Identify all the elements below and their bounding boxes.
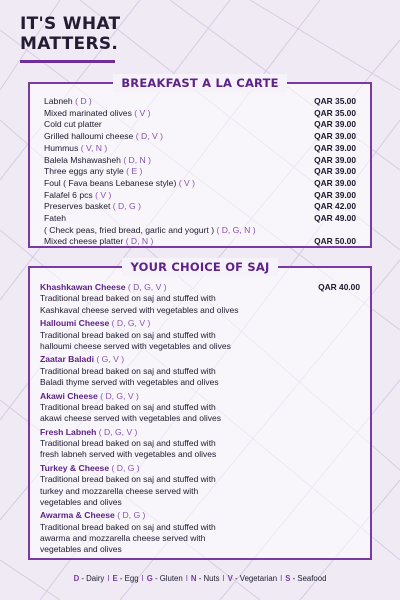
saj-item-name: Halloumi Cheese	[40, 318, 110, 329]
menu-item	[44, 131, 356, 143]
menu-item-name: Falafel 6 pcs	[44, 189, 93, 200]
saj-item-label	[40, 463, 140, 474]
page-title	[20, 14, 120, 54]
saj-item-header	[40, 391, 360, 402]
menu-item	[44, 143, 356, 155]
saj-item-label	[40, 427, 137, 438]
menu-item-price: QAR 39.00	[314, 119, 356, 130]
saj-item-description	[40, 330, 360, 352]
breakfast-list	[44, 96, 356, 248]
saj-item-allergens: ( G, V )	[96, 354, 125, 365]
menu-item	[44, 225, 356, 237]
legend-label: - Vegetarian	[235, 574, 278, 583]
breakfast-section-title: BREAKFAST A LA CARTE	[113, 74, 286, 92]
legend-label: - Egg	[119, 574, 139, 583]
menu-item-label	[44, 96, 92, 108]
saj-item-header	[40, 510, 360, 521]
saj-section	[28, 260, 372, 560]
description-line: Kashkaval cheese served with vegetables and olives	[40, 304, 239, 315]
menu-item	[44, 119, 356, 131]
description-line: Baladi thyme served with vegetables and olives	[40, 377, 219, 388]
saj-item	[40, 463, 360, 508]
saj-item-label	[40, 282, 167, 293]
saj-item	[40, 318, 360, 352]
description-line: turkey and mozzarella cheese served with	[40, 485, 199, 496]
saj-item-label	[40, 391, 139, 402]
saj-item-name: Fresh Labneh	[40, 426, 97, 437]
saj-item-description	[40, 402, 360, 424]
menu-item-price: QAR 39.00	[314, 131, 356, 142]
description-line: awarma and mozzarella cheese served with	[40, 533, 206, 544]
menu-item-label	[44, 143, 107, 155]
menu-item-name: Mixed cheese platter	[44, 236, 124, 247]
menu-item-label	[44, 201, 141, 213]
description-line: Traditional bread baked on saj and stuffed with	[40, 365, 216, 376]
menu-item-name: Labneh	[44, 96, 73, 106]
saj-item-allergens: ( D, G, V )	[100, 390, 139, 401]
legend-label: - Nuts	[198, 574, 220, 583]
legend-separator: I	[107, 574, 110, 583]
menu-item	[44, 108, 356, 120]
menu-item-allergens: ( D, N )	[123, 154, 151, 165]
menu-item-allergens: ( D, N )	[125, 236, 154, 247]
saj-item-description	[40, 438, 360, 460]
menu-item-label	[44, 119, 102, 131]
menu-item-price: QAR 39.00	[314, 189, 356, 200]
saj-item	[40, 427, 360, 461]
legend-label: - Seafood	[292, 574, 327, 583]
title-line-1: IT'S WHAT	[20, 14, 121, 34]
legend-label: - Gluten	[154, 574, 183, 583]
description-line: Traditional bread baked on saj and stuffed with	[40, 438, 216, 449]
menu-item-allergens: ( V )	[134, 107, 151, 118]
menu-item-label	[44, 225, 256, 237]
menu-item-allergens: ( V )	[95, 189, 112, 200]
menu-item-allergens: ( E )	[126, 166, 143, 177]
legend-label: - Dairy	[81, 574, 105, 583]
description-line: halloumi cheese served with vegetables and olives	[40, 340, 231, 351]
saj-item-header	[40, 354, 360, 365]
menu-item-label	[44, 131, 163, 143]
menu-item	[44, 190, 356, 202]
saj-item-name: Awarma & Cheese	[40, 510, 115, 521]
menu-item-allergens: ( V )	[178, 177, 195, 188]
legend-code: G	[146, 574, 153, 583]
saj-item-header	[40, 318, 360, 329]
legend-separator: I	[280, 574, 283, 583]
legend-code: D	[73, 574, 80, 583]
breakfast-section	[28, 76, 372, 248]
menu-item-label	[44, 166, 142, 178]
legend-separator: I	[222, 574, 225, 583]
title-underline	[20, 60, 115, 63]
menu-item	[44, 213, 356, 225]
legend-separator: I	[141, 574, 144, 583]
menu-item-label	[44, 190, 111, 202]
description-line: Traditional bread baked on saj and stuffed with	[40, 474, 216, 485]
saj-item-header	[40, 282, 360, 293]
menu-item-name: Foul ( Fava beans Lebanese style)	[44, 177, 177, 188]
saj-item-description	[40, 474, 360, 508]
menu-item-name: Three eggs any style	[44, 166, 124, 177]
menu-item-name: Fateh	[44, 213, 66, 224]
menu-item-label	[44, 178, 195, 190]
menu-item-name: Hummus	[44, 142, 79, 153]
saj-item-description	[40, 366, 360, 388]
menu-item-price: QAR 35.00	[314, 107, 356, 118]
menu-item-price: QAR 35.00	[314, 96, 356, 106]
menu-item-name: Grilled halloumi cheese	[44, 131, 134, 142]
menu-item	[44, 201, 356, 213]
menu-item-label	[44, 108, 151, 120]
saj-item-allergens: ( D, G, V )	[127, 282, 167, 292]
menu-item	[44, 155, 356, 167]
menu-item-price: QAR 42.00	[314, 201, 356, 212]
saj-item-name: Akawi Cheese	[40, 390, 98, 401]
saj-item-allergens: ( D, G )	[111, 463, 140, 474]
menu-item-price: QAR 39.00	[314, 177, 356, 188]
saj-item-description	[40, 293, 360, 315]
saj-item	[40, 354, 360, 388]
legend-code: N	[190, 574, 197, 583]
saj-item	[40, 510, 360, 555]
description-line: Traditional bread baked on saj and stuffed with	[40, 293, 216, 304]
menu-item-label	[44, 213, 66, 225]
menu-item-name: Cold cut platter	[44, 119, 102, 130]
allergen-legend	[0, 574, 400, 583]
menu-item	[44, 96, 356, 108]
menu-item-allergens: ( D, G, N )	[216, 224, 256, 235]
saj-item-label	[40, 510, 145, 521]
saj-item-allergens: ( D, G )	[117, 510, 146, 521]
menu-item-allergens: ( D )	[75, 96, 92, 106]
saj-item	[40, 282, 360, 316]
legend-code: V	[227, 574, 233, 583]
description-line: Traditional bread baked on saj and stuffed with	[40, 402, 216, 413]
menu-item-allergens: ( D, V )	[135, 131, 163, 142]
legend-separator: I	[185, 574, 188, 583]
saj-item-label	[40, 354, 124, 365]
saj-item-description	[40, 522, 360, 556]
saj-item-header	[40, 463, 360, 474]
menu-item-price: QAR 50.00	[314, 236, 356, 247]
menu-item-allergens: ( V, N )	[80, 142, 108, 153]
saj-item	[40, 391, 360, 425]
legend-code: S	[285, 574, 291, 583]
menu-item-name: Preserves basket	[44, 201, 111, 212]
saj-list	[40, 282, 360, 558]
description-line: Traditional bread baked on saj and stuffed with	[40, 329, 216, 340]
description-line: akawi cheese served with vegetables and olives	[40, 413, 221, 424]
menu-item-name: ( Check peas, fried bread, garlic and yogurt )	[44, 224, 215, 235]
menu-item	[44, 166, 356, 178]
description-line: fresh labneh served with vegetables and olives	[40, 449, 217, 460]
legend-code: E	[112, 574, 118, 583]
saj-item-name: Turkey & Cheese	[40, 463, 110, 474]
saj-item-allergens: ( D, G, V )	[111, 318, 151, 329]
saj-item-name: Khashkawan Cheese	[40, 282, 126, 292]
title-line-2: MATTERS.	[20, 34, 119, 54]
menu-item-price: QAR 39.00	[314, 166, 356, 177]
menu-item-price: QAR 49.00	[314, 213, 356, 224]
menu-item-name: Mixed marinated olives	[44, 107, 132, 118]
menu-item-label	[44, 155, 151, 167]
menu-item-price: QAR 39.00	[314, 142, 356, 153]
description-line: vegetables and olives	[40, 496, 122, 507]
saj-price: QAR 40.00	[318, 282, 360, 292]
description-line: Traditional bread baked on saj and stuffed with	[40, 521, 216, 532]
menu-item	[44, 178, 356, 190]
saj-item-label	[40, 318, 150, 329]
menu-item-allergens: ( D, G )	[112, 201, 141, 212]
menu-item-label	[44, 236, 153, 248]
description-line: vegetables and olives	[40, 544, 122, 555]
saj-item-header	[40, 427, 360, 438]
menu-item-price: QAR 39.00	[314, 154, 356, 165]
menu-item	[44, 236, 356, 248]
menu-item-name: Balela Mshawasheh	[44, 154, 121, 165]
saj-item-allergens: ( D, G, V )	[98, 426, 138, 437]
saj-section-title: YOUR CHOICE OF SAJ	[122, 258, 277, 276]
saj-item-name: Zaatar Baladi	[40, 354, 94, 365]
